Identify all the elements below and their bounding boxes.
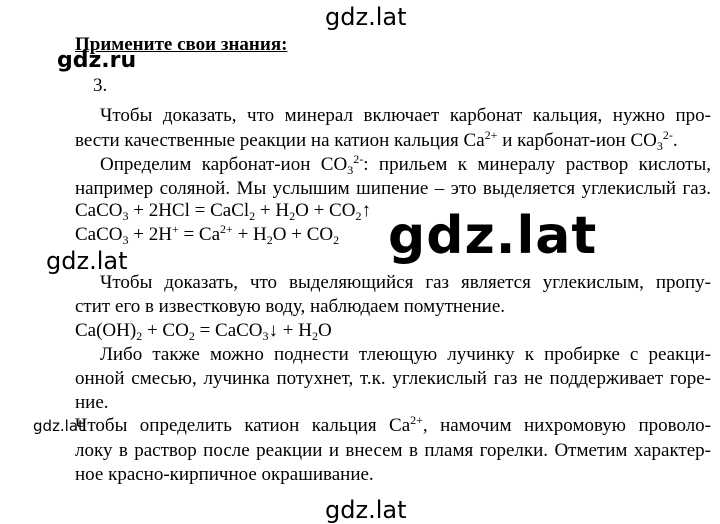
paragraph-2-line-2: например соляной. Мы услышим шипение – это выделяется углекислый газ. (75, 178, 711, 199)
task-number: 3. (93, 75, 108, 96)
paragraph-4-line-3: ние. (75, 392, 109, 413)
equation-2: CaCO$_3$ + $2H^+ = Ca^{2+} + H_2O + CO_2$ (75, 222, 340, 247)
paragraph-3-line-1: Чтобы доказать, что выделяющийся газ является углекислым, пропу- (100, 272, 711, 293)
watermark-middle-left: gdz.lat (46, 247, 128, 275)
equation-3: $Ca(OH)_2 + CO_2$ = CaCO$_3$↓ + $H_2O$ (75, 320, 332, 343)
equation-1: CaCO$_3$ + 2HCl = CaCl$_2$ + $H_2O$ + $CO_2↑$ (75, 200, 371, 223)
watermark-small: gdz.lat (33, 417, 84, 435)
paragraph-5-line-2: локу в раствор после реакции и внесем в пламя горелки. Отметим характер- (75, 440, 711, 461)
section-heading: Примените свои знания: (75, 34, 288, 55)
paragraph-1-line-1: Чтобы доказать, что минерал включает карбонат кальция, нужно про- (100, 105, 711, 126)
watermark-large: gdz.lat (388, 206, 598, 266)
paragraph-4-line-1: Либо также можно поднести тлеющую лучинку к пробирке с реакци- (100, 344, 711, 365)
watermark-bottom: gdz.lat (325, 496, 407, 524)
paragraph-5-line-1: Чтобы определить катион кальция $Ca^{2+}$, намочим нихромовую проволо- (75, 413, 712, 436)
paragraph-2-line-1: Определим карбонат-ион $CO_3^{2-}$: прильем к минералу раствор кислоты, (100, 152, 712, 177)
paragraph-5-line-3: ное красно-кирпичное окрашивание. (75, 464, 374, 485)
paragraph-3-line-2: стит его в известковую воду, наблюдаем помутнение. (75, 296, 506, 317)
watermark-gdz-ru: gdz.ru (57, 48, 137, 73)
watermark-top: gdz.lat (325, 3, 407, 31)
paragraph-1-line-2: вести качественные реакции на катион кальция $Ca^{2+}$ и карбонат-ион $CO_3^{2-}$. (75, 128, 678, 153)
paragraph-4-line-2: онной смесью, лучинка потухнет, т.к. углекислый газ не поддерживает горе- (75, 368, 711, 389)
